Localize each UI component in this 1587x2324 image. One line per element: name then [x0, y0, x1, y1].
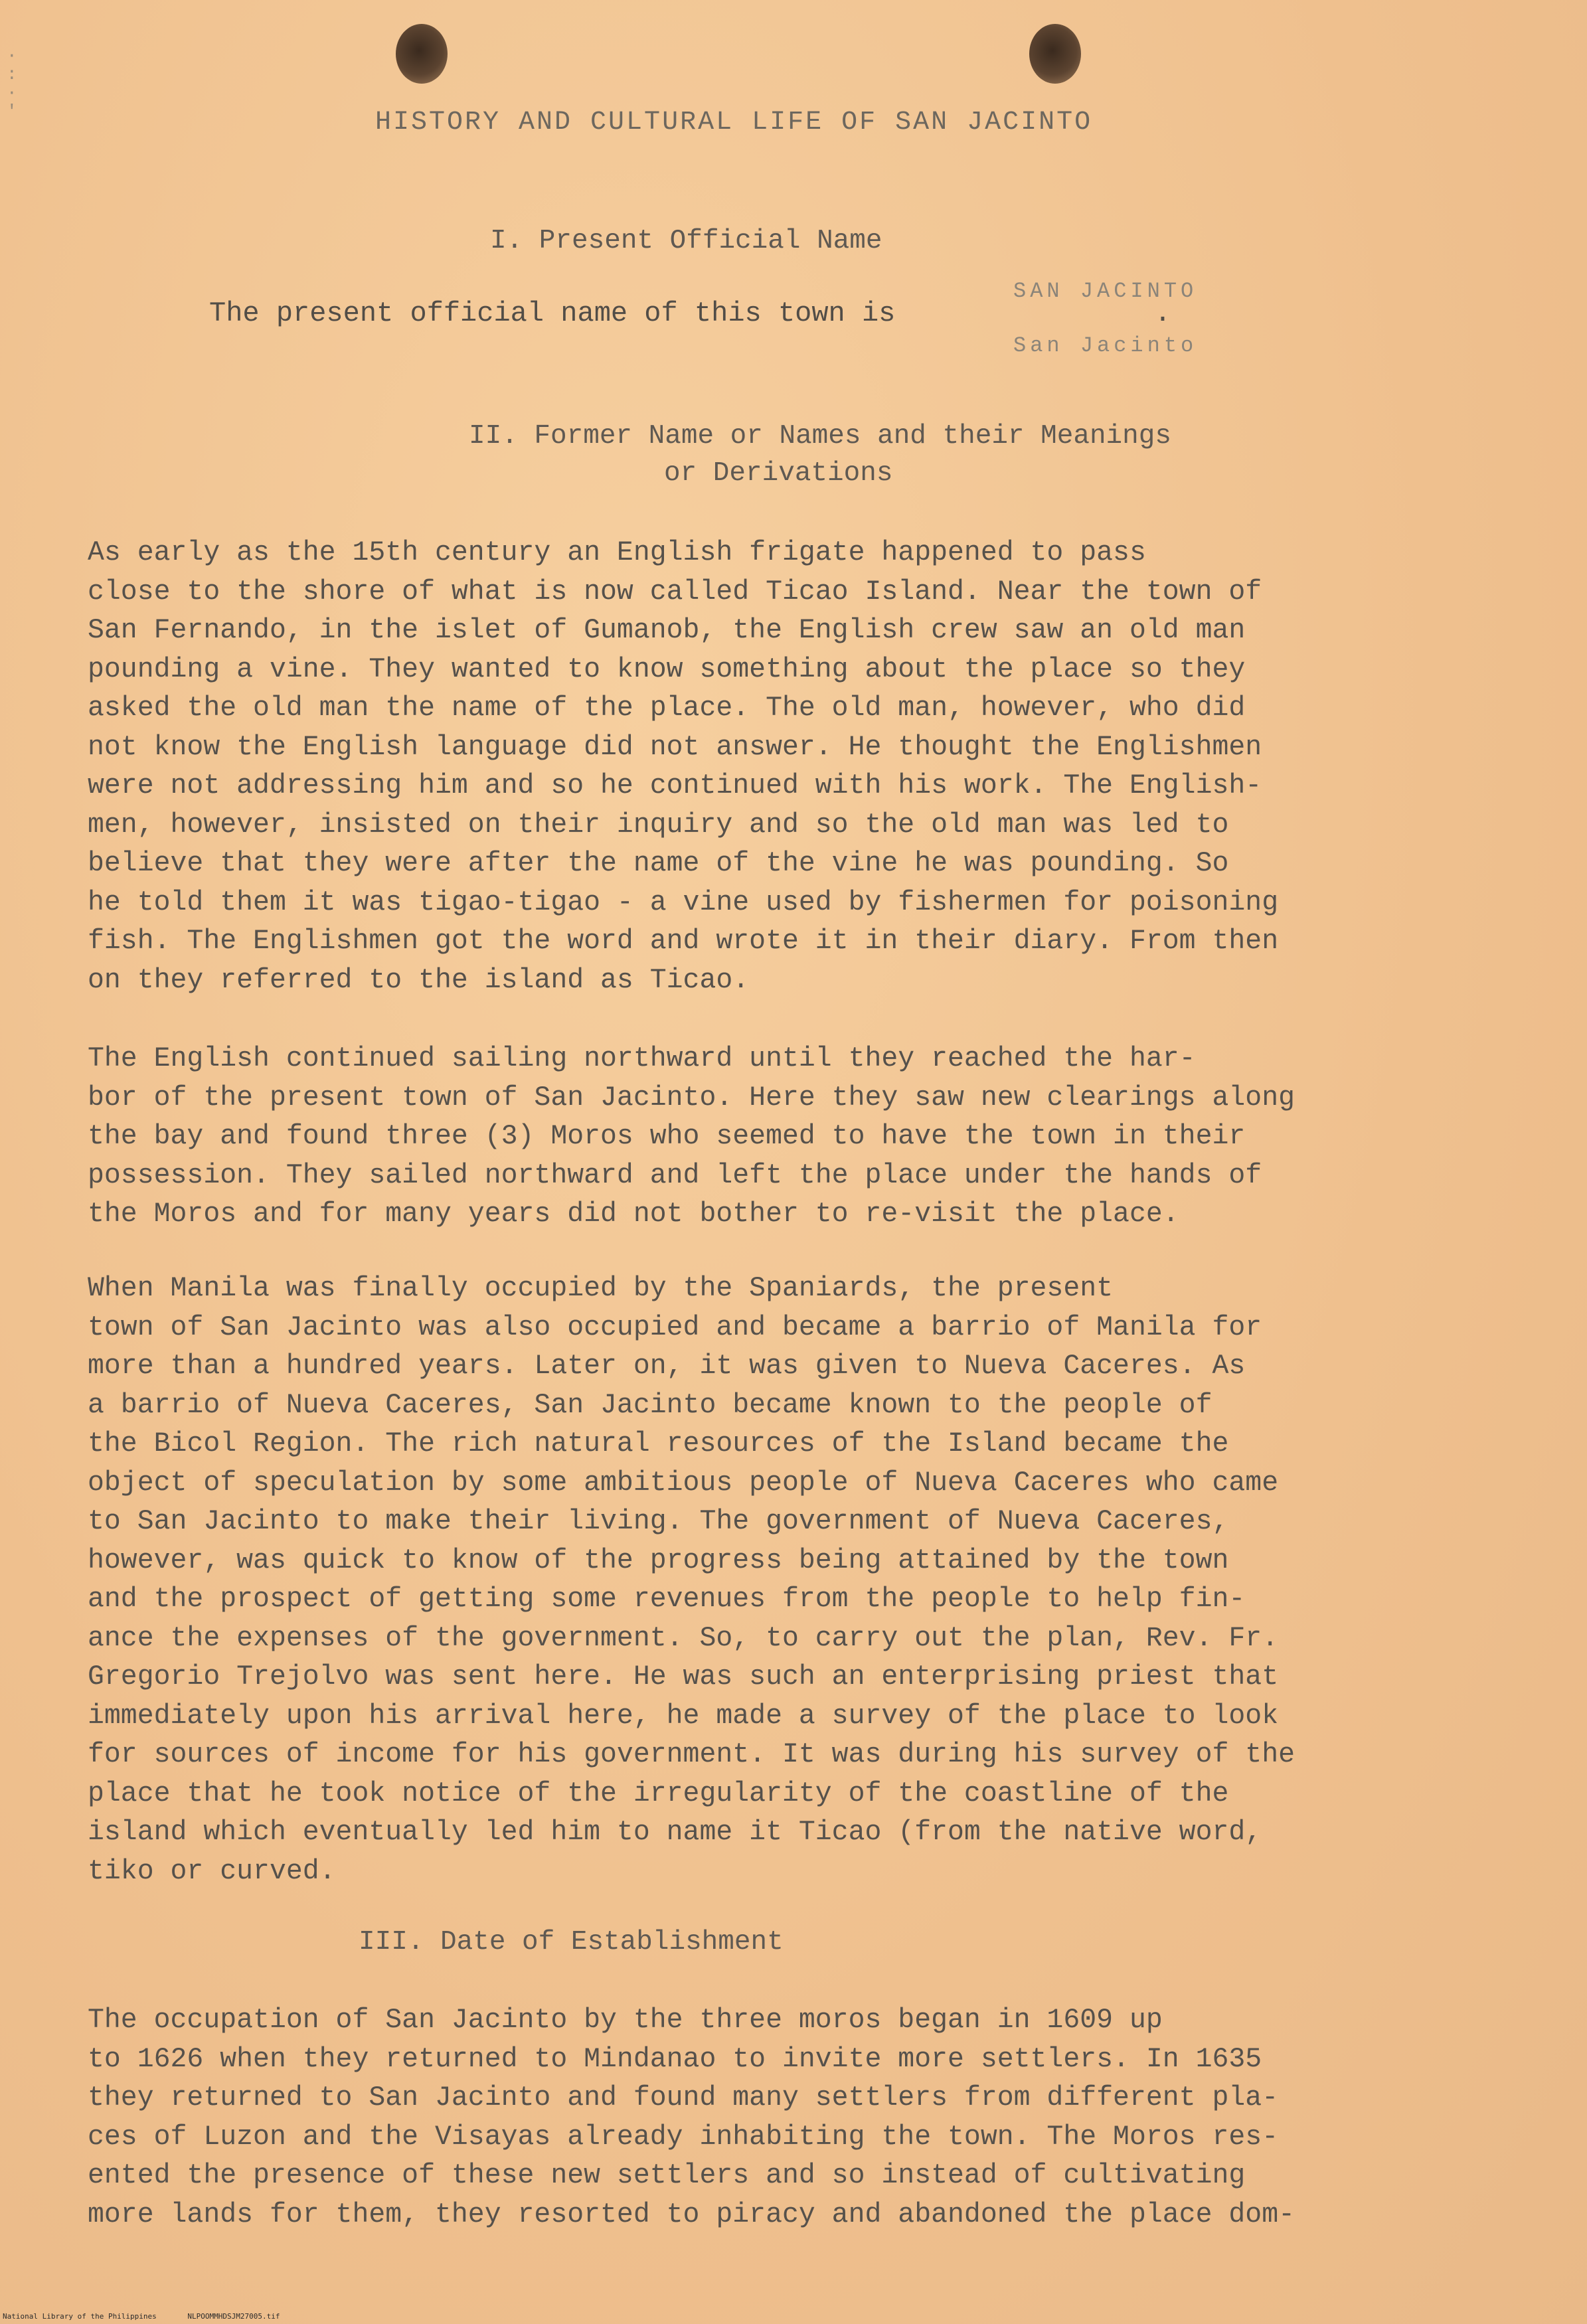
document-title: HISTORY AND CULTURAL LIFE OF SAN JACINTO: [375, 108, 1093, 137]
section-2-heading-line2: or Derivations: [664, 458, 893, 489]
punch-hole-left: [396, 24, 448, 84]
official-name-text: The present official name of this town is: [209, 297, 896, 329]
typed-name-upper: SAN JACINTO: [1013, 279, 1198, 303]
edge-marks: · : · ': [7, 46, 17, 122]
official-name-sentence: The present official name of this town is .: [209, 297, 1171, 329]
archive-footer: [3, 2312, 307, 2321]
paragraph-moro-occupation: The occupation of San Jacinto by the three moros began in 1609 up to 1626 when they returned to Mindanao to invite more settlers. In 1635 they returned to San Jacinto and found many settlers from different pla- ces of Luzon and the Visayas already inhabiting the town. The Moros res- ented the presence of these new settlers and so instead of cultivating more lands for them, they resorted to piracy and abandoned the place dom-: [88, 2005, 1295, 2230]
paragraph-spanish-occupation: When Manila was finally occupied by the Spaniards, the present town of San Jacinto was also occupied and became a barrio of Manila for more than a hundred years. Later on, it was given to Nueva Caceres. As a barrio of Nueva Caceres, San Jacinto became known to the people of the Bicol Region. The rich natural resources of the Island became the object of speculation by some ambitious people of Nueva Caceres who came to San Jacinto to make their living. The government of Nueva Caceres, however, was quick to know of the progress being attained by the town and the prospect of getting some revenues from the people to help fin- ance the expenses of the government. So, to carry out the plan, Rev. Fr. Gregorio Trejolvo was sent here. He was such an enterprising priest that immediately upon his arrival here, he made a survey of the place to look for sources of income for his government. It was during his survey of the place that he took notice of the irregularity of the coastline of the island which eventually led him to name it Ticao (from the native word, tiko or curved.: [88, 1273, 1295, 1887]
paragraph-english-sailing: The English continued sailing northward until they reached the har- bor of the present town of San Jacinto. Here they saw new clearings along the bay and found three (3) Moros who seemed to have the town in their possession. They sailed northward and left the place under the hands of the Moros and for many years did not bother to re-visit the place.: [88, 1043, 1295, 1230]
paragraph-ticao-origin: As early as the 15th century an English frigate happened to pass close to the shore of what is now called Ticao Island. Near the town of San Fernando, in the islet of Gumanob, the English crew saw an old man pounding a vine. They wanted to know something about the place so they asked the old man the name of the place. The old man, however, who did not know the English language did not answer. He thought the Englishmen were not addressing him and so he continued with his work. The English- men, however, insisted on their inquiry and so the old man was led to believe that they were after the name of the vine he was pounding. So he told them it was tigao-tigao - a vine used by fishermen for poisoning fish. The Englishmen got the word and wrote it in their diary. From then on they referred to the island as Ticao.: [88, 537, 1279, 996]
section-3-heading: III. Date of Establishment: [359, 1927, 784, 1957]
footer-file-id: NLPOOMMHDSJM27005.tif: [187, 2312, 280, 2321]
footer-library: National Library of the Philippines: [3, 2312, 157, 2321]
section-2-heading-line1: II. Former Name or Names and their Meanings: [469, 421, 1171, 452]
typed-name-lower: San Jacinto: [1013, 333, 1198, 358]
punch-hole-right: [1029, 24, 1081, 84]
section-1-heading: I. Present Official Name: [490, 226, 882, 256]
